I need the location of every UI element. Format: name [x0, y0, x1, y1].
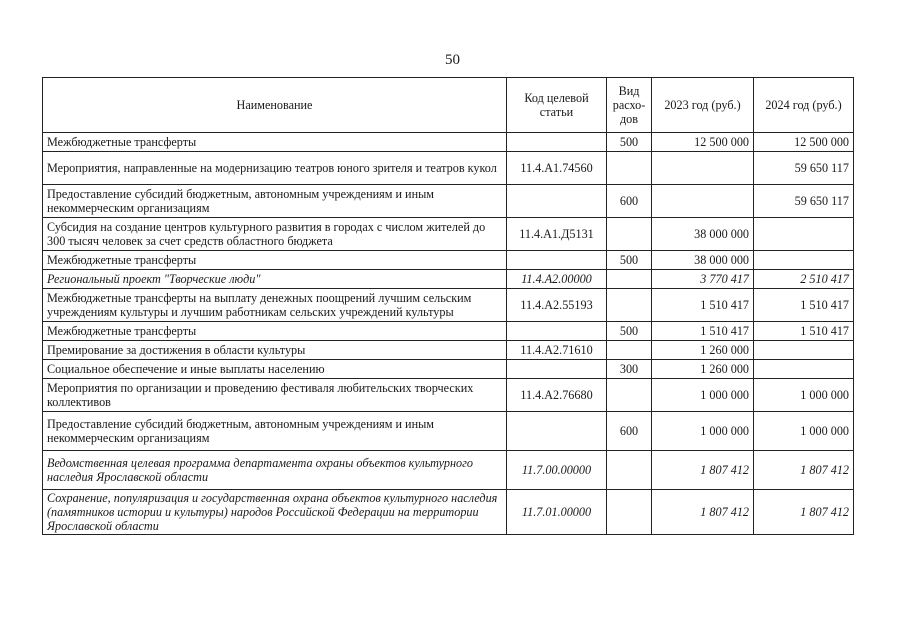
cell-2023: 38 000 000 — [652, 218, 754, 251]
cell-2024: 59 650 117 — [754, 185, 854, 218]
table-row — [43, 451, 854, 490]
cell-2023: 1 510 417 — [652, 289, 754, 322]
cell-kind — [607, 451, 652, 490]
cell-2023: 1 807 412 — [652, 490, 754, 535]
cell-kind: 600 — [607, 185, 652, 218]
table-row — [43, 490, 854, 535]
cell-code — [507, 360, 607, 379]
cell-2024: 1 510 417 — [754, 289, 854, 322]
cell-name: Социальное обеспечение и иные выплаты населению — [43, 360, 507, 379]
cell-code — [507, 412, 607, 451]
cell-name: Премирование за достижения в области культуры — [43, 341, 507, 360]
cell-code: 11.4.A2.76680 — [507, 379, 607, 412]
cell-kind: 500 — [607, 322, 652, 341]
cell-kind: 500 — [607, 133, 652, 152]
cell-2024 — [754, 341, 854, 360]
cell-kind: 300 — [607, 360, 652, 379]
cell-code: 11.4.A1.Д5131 — [507, 218, 607, 251]
cell-2024 — [754, 251, 854, 270]
cell-code — [507, 133, 607, 152]
cell-2024 — [754, 218, 854, 251]
cell-2023: 1 000 000 — [652, 379, 754, 412]
cell-name: Региональный проект "Творческие люди" — [43, 270, 507, 289]
cell-kind: 600 — [607, 412, 652, 451]
cell-2023: 1 807 412 — [652, 451, 754, 490]
cell-2023: 3 770 417 — [652, 270, 754, 289]
cell-2024: 2 510 417 — [754, 270, 854, 289]
budget-table — [42, 77, 854, 535]
cell-name: Межбюджетные трансферты — [43, 322, 507, 341]
header-name: Наименование — [43, 78, 507, 133]
cell-name: Субсидия на создание центров культурного развития в городах с числом жителей до 300 тысяч человек за счет средств областного бюджета — [43, 218, 507, 251]
cell-name: Межбюджетные трансферты — [43, 133, 507, 152]
cell-name: Сохранение, популяризация и государственная охрана объектов культурного наследия (памятников истории и культуры) народов Российской Федерации на территории Ярославской области — [43, 490, 507, 535]
cell-2024: 1 000 000 — [754, 412, 854, 451]
cell-kind — [607, 490, 652, 535]
cell-2023: 1 260 000 — [652, 360, 754, 379]
table-row — [43, 133, 854, 152]
cell-name: Межбюджетные трансферты на выплату денежных поощрений лучшим сельским учреждениям культуры и лучшим работникам сельских учреждений культуры — [43, 289, 507, 322]
cell-name: Межбюджетные трансферты — [43, 251, 507, 270]
table-header — [43, 78, 854, 133]
table-row — [43, 412, 854, 451]
table-row — [43, 185, 854, 218]
cell-code: 11.4.A2.00000 — [507, 270, 607, 289]
cell-kind — [607, 218, 652, 251]
cell-2023: 1 000 000 — [652, 412, 754, 451]
cell-code: 11.4.A2.55193 — [507, 289, 607, 322]
cell-code: 11.4.A2.71610 — [507, 341, 607, 360]
cell-2023: 12 500 000 — [652, 133, 754, 152]
cell-2023: 38 000 000 — [652, 251, 754, 270]
table-row — [43, 341, 854, 360]
table-row — [43, 289, 854, 322]
cell-code — [507, 251, 607, 270]
table-row — [43, 379, 854, 412]
table-row — [43, 270, 854, 289]
cell-name: Предоставление субсидий бюджетным, автономным учреждениям и иным некоммерческим организациям — [43, 185, 507, 218]
cell-code — [507, 322, 607, 341]
header-2023: 2023 год (руб.) — [652, 78, 754, 133]
cell-kind — [607, 341, 652, 360]
cell-name: Мероприятия по организации и проведению фестиваля любительских творческих коллективов — [43, 379, 507, 412]
cell-kind: 500 — [607, 251, 652, 270]
cell-code: 11.7.00.00000 — [507, 451, 607, 490]
cell-code: 11.4.A1.74560 — [507, 152, 607, 185]
cell-2023 — [652, 185, 754, 218]
header-code: Код целевой статьи — [507, 78, 607, 133]
cell-kind — [607, 379, 652, 412]
cell-2024: 12 500 000 — [754, 133, 854, 152]
table-row — [43, 251, 854, 270]
cell-2023 — [652, 152, 754, 185]
cell-2024: 1 510 417 — [754, 322, 854, 341]
header-2024: 2024 год (руб.) — [754, 78, 854, 133]
cell-2024: 59 650 117 — [754, 152, 854, 185]
cell-2024 — [754, 360, 854, 379]
cell-2023: 1 510 417 — [652, 322, 754, 341]
table-body — [43, 133, 854, 535]
cell-kind — [607, 289, 652, 322]
cell-name: Мероприятия, направленные на модернизацию театров юного зрителя и театров кукол — [43, 152, 507, 185]
cell-name: Предоставление субсидий бюджетным, автономным учреждениям и иным некоммерческим организациям — [43, 412, 507, 451]
cell-2024: 1 807 412 — [754, 451, 854, 490]
cell-name: Ведомственная целевая программа департамента охраны объектов культурного наследия Ярославской области — [43, 451, 507, 490]
cell-2023: 1 260 000 — [652, 341, 754, 360]
cell-2024: 1 807 412 — [754, 490, 854, 535]
cell-code — [507, 185, 607, 218]
cell-kind — [607, 270, 652, 289]
page-number: 50 — [445, 52, 460, 68]
cell-2024: 1 000 000 — [754, 379, 854, 412]
header-kind: Вид расхо-дов — [607, 78, 652, 133]
cell-code: 11.7.01.00000 — [507, 490, 607, 535]
table-row — [43, 218, 854, 251]
cell-kind — [607, 152, 652, 185]
table-row — [43, 360, 854, 379]
table-row — [43, 152, 854, 185]
table-row — [43, 322, 854, 341]
